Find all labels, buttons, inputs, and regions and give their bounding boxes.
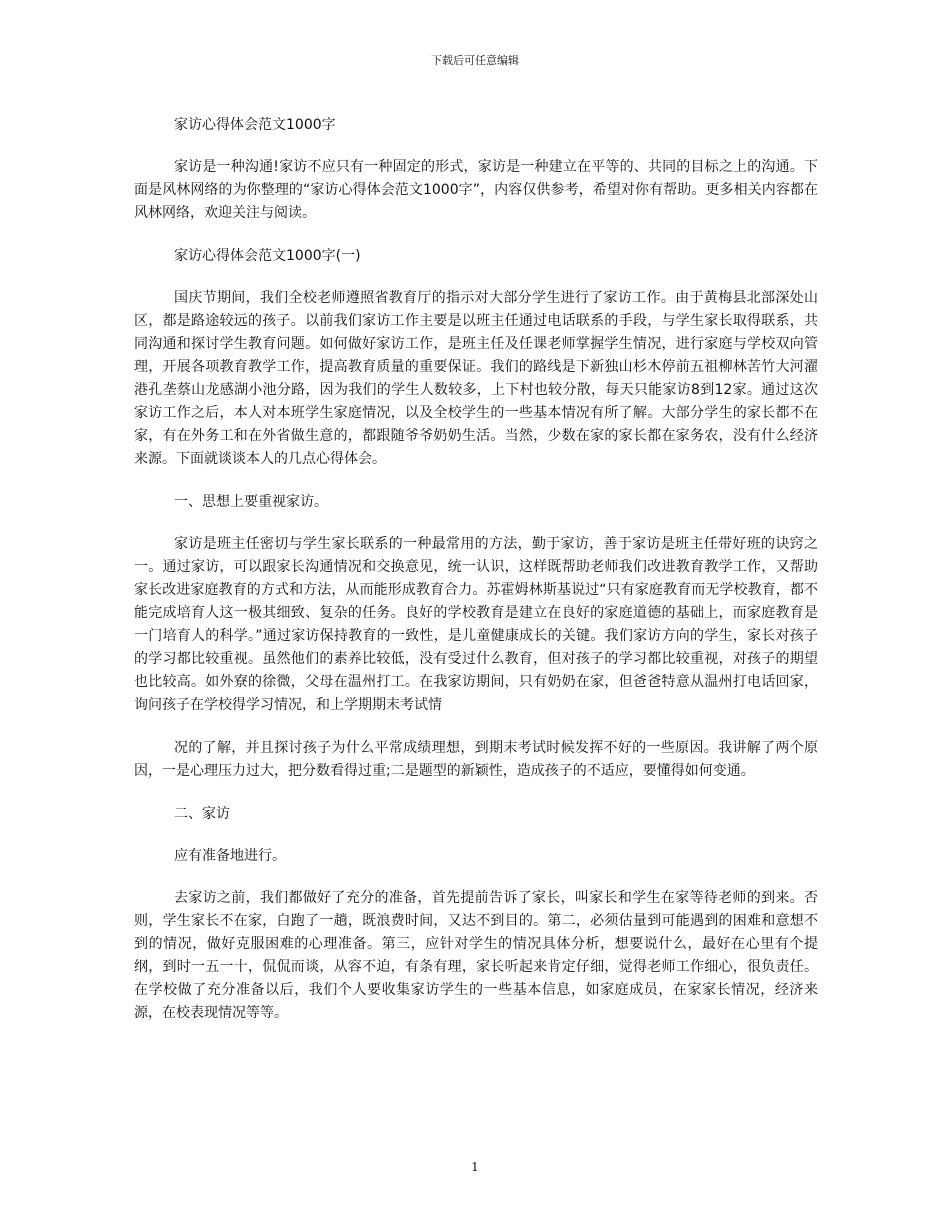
page-header-note: 下载后可任意编辑 [431, 54, 519, 67]
intro-paragraph: 家访是一种沟通!家访不应只有一种固定的形式，家访是一种建立在平等的、共同的目标之上的沟通。下面是风林网络的为你整理的“家访心得体会范文1000字”，内容仅供参考，希望对你有帮助。更多相关内容都在风林网络，欢迎关注与阅读。 [134, 159, 818, 221]
heading-1: 一、思想上要重视家访。 [174, 494, 328, 510]
paragraph-1: 国庆节期间，我们全校老师遵照省教育厅的指示对大部分学生进行了家访工作。由于黄梅县北部深处山区，都是路途较远的孩子。以前我们家访工作主要是以班主任通过电话联系的手段，与学生家长取得联系，共同沟通和探讨学生教育问题。如何做好家访工作，是班主任及任课老师掌握学生情况，进行家庭与学校双向管理，开展各项教育教学工作，提高教育质量的重要保证。我们的路线是下新独山杉木停前五祖柳林苦竹大河濯港孔垄蔡山龙感湖小池分路，因为我们的学生人数较多，上下村也较分散，每天只能家访8到12家。通过这次家访工作之后，本人对本班学生家庭情况，以及全校学生的一些基本情况有所了解。大部分学生的家长都不在家，有在外务工和在外省做生意的，都跟随爷爷奶奶生活。当然，少数在家的家长都在家务农，没有什么经济来源。下面就谈谈本人的几点心得体会。 [134, 290, 818, 467]
heading-2: 二、家访 [174, 806, 230, 822]
document-body [134, 114, 818, 1045]
section-title: 家访心得体会范文1000字(一) [174, 248, 361, 264]
document-title: 家访心得体会范文1000字 [174, 117, 336, 133]
paragraph-3: 况的了解，并且探讨孩子为什么平常成绩理想，到期末考试时候发挥不好的一些原因。我讲解了两个原因，一是心理压力过大，把分数看得过重;二是题型的新颖性，造成孩子的不适应，要懂得如何变通。 [134, 740, 818, 779]
paragraph-4: 去家访之前，我们都做好了充分的准备，首先提前告诉了家长，叫家长和学生在家等待老师的到来。否则，学生家长不在家，白跑了一趟，既浪费时间，又达不到目的。第二，必须估量到可能遇到的困难和意想不到的情况，做好克服困难的心理准备。第三，应针对学生的情况具体分析，想要说什么，最好在心里有个提纲，到时一五一十，侃侃而谈，从容不迫，有条有理，家长听起来肯定仔细，觉得老师工作细心，很负责任。在学校做了充分准备以后，我们个人要收集家访学生的一些基本信息，如家庭成员，在家家长情况，经济来源，在校表现情况等等。 [134, 890, 818, 1021]
heading-2-continued: 应有准备地进行。 [174, 848, 286, 864]
paragraph-2: 家访是班主任密切与学生家长联系的一种最常用的方法，勤于家访，善于家访是班主任带好班的诀窍之一。通过家访，可以跟家长沟通情况和交换意见，统一认识，这样既帮助老师我们改进教育教学工作，又帮助家长改进家庭教育的方式和方法，从而能形成教育合力。苏霍姆林斯基说过“只有家庭教育而无学校教育，都不能完成培育人这一极其细致、复杂的任务。良好的学校教育是建立在良好的家庭道德的基础上，而家庭教育是一门培育人的科学。”通过家访保持教育的一致性，是儿童健康成长的关键。我们家访方向的学生，家长对孩子的学习都比较重视。虽然他们的素养比较低，没有受过什么教育，但对孩子的学习都比较重视，对孩子的期望也比较高。如外寮的徐微，父母在温州打工。在我家访期间，只有奶奶在家，但爸爸特意从温州打电话回家，询问孩子在学校得学习情况，和上学期期末考试情 [134, 536, 818, 713]
page-number: 1 [471, 1160, 479, 1174]
